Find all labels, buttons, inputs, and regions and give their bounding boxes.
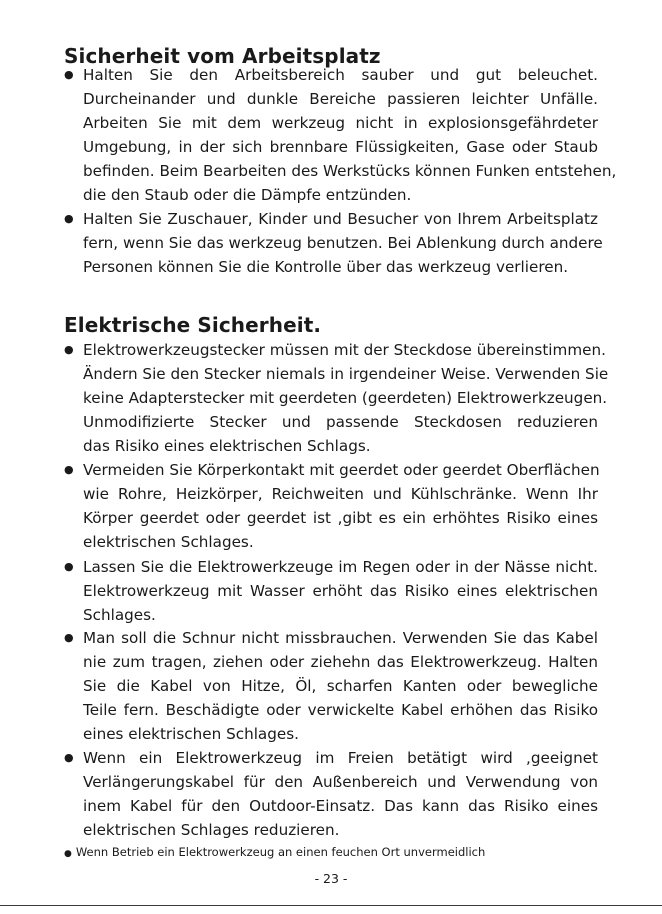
- text-line: inem Kabel für den Outdoor-Einsatz. Das kann das Risiko eines: [83, 797, 598, 815]
- text-line: Durcheinander und dunkle Bereiche passieren leichter Unfälle.: [83, 90, 598, 108]
- bullet-icon: ●: [64, 68, 74, 81]
- text-line: Man soll die Schnur nicht missbrauchen. Verwenden Sie das Kabel: [83, 629, 598, 647]
- text-line: nie zum tragen, ziehen oder ziehehn das Elektrowerkzeug. Halten: [83, 653, 598, 671]
- bottom-divider: [0, 905, 662, 906]
- text-line: Sie die Kabel von Hitze, Öl, scharfen Kanten oder bewegliche: [83, 677, 598, 695]
- bullet-icon: ●: [64, 849, 72, 859]
- bullet-icon: ●: [64, 631, 74, 644]
- text-line: eines elektrischen Schlages.: [83, 725, 299, 743]
- section-heading-workplace-safety: Sicherheit vom Arbeitsplatz: [64, 44, 381, 68]
- text-line: Verlängerungskabel für den Außenbereich und Verwendung von: [83, 773, 598, 791]
- text-line: Elektrowerkzeugstecker müssen mit der Steckdose übereinstimmen.: [83, 341, 606, 359]
- text-line: fern, wenn Sie das werkzeug benutzen. Bei Ablenkung durch andere: [83, 234, 603, 252]
- text-line: Vermeiden Sie Körperkontakt mit geerdet oder geerdet Oberflächen: [83, 461, 600, 479]
- bullet-icon: ●: [64, 560, 74, 573]
- text-line: Körper geerdet oder geerdet ist ,gibt es ein erhöhtes Risiko eines: [83, 509, 598, 527]
- footnote: [64, 844, 485, 862]
- bullet-icon: ●: [64, 751, 74, 764]
- text-line: das Risiko eines elektrischen Schlags.: [83, 437, 371, 455]
- bullet-icon: ●: [64, 212, 74, 225]
- text-line: elektrischen Schlages.: [83, 533, 254, 551]
- page-number: - 23 -: [314, 871, 348, 886]
- text-line: Unmodifizierte Stecker und passende Steckdosen reduzieren: [83, 413, 598, 431]
- text-line: Halten Sie den Arbeitsbereich sauber und gut beleuchet.: [83, 66, 598, 84]
- text-line: elektrischen Schlages reduzieren.: [83, 821, 340, 839]
- text-line: Elektrowerkzeug mit Wasser erhöht das Risiko eines elektrischen: [83, 582, 598, 600]
- text-line: befinden. Beim Bearbeiten des Werkstücks können Funken entstehen,: [83, 162, 617, 180]
- text-line: wie Rohre, Heizkörper, Reichweiten und Kühlschränke. Wenn Ihr: [83, 485, 598, 503]
- text-line: Wenn ein Elektrowerkzeug im Freien betätigt wird ,geeignet: [83, 749, 598, 767]
- footnote-text: Wenn Betrieb ein Elektrowerkzeug an einen feuchen Ort unvermeidlich: [75, 845, 486, 859]
- text-line: Halten Sie Zuschauer, Kinder und Besucher von Ihrem Arbeitsplatz: [83, 210, 598, 228]
- text-line: Arbeiten Sie mit dem werkzeug nicht in explosionsgefährdeter: [83, 114, 598, 132]
- text-line: Lassen Sie die Elektrowerkzeuge im Regen oder in der Nässe nicht.: [83, 558, 598, 576]
- text-line: die den Staub oder die Dämpfe entzünden.: [83, 186, 412, 204]
- text-line: Personen können Sie die Kontrolle über das werkzeug verlieren.: [83, 258, 569, 276]
- text-line: Umgebung, in der sich brennbare Flüssigkeiten, Gase oder Staub: [83, 138, 598, 156]
- text-line: keine Adapterstecker mit geerdeten (geerdeten) Elektrowerkzeugen.: [83, 389, 608, 407]
- bullet-icon: ●: [64, 463, 74, 476]
- text-line: Teile fern. Beschädigte oder verwickelte Kabel erhöhen das Risiko: [83, 701, 598, 719]
- text-line: Schlages.: [83, 606, 156, 624]
- bullet-icon: ●: [64, 343, 74, 356]
- section-heading-electrical-safety: Elektrische Sicherheit.: [64, 313, 322, 337]
- text-line: Ändern Sie den Stecker niemals in irgendeiner Weise. Verwenden Sie: [83, 365, 609, 383]
